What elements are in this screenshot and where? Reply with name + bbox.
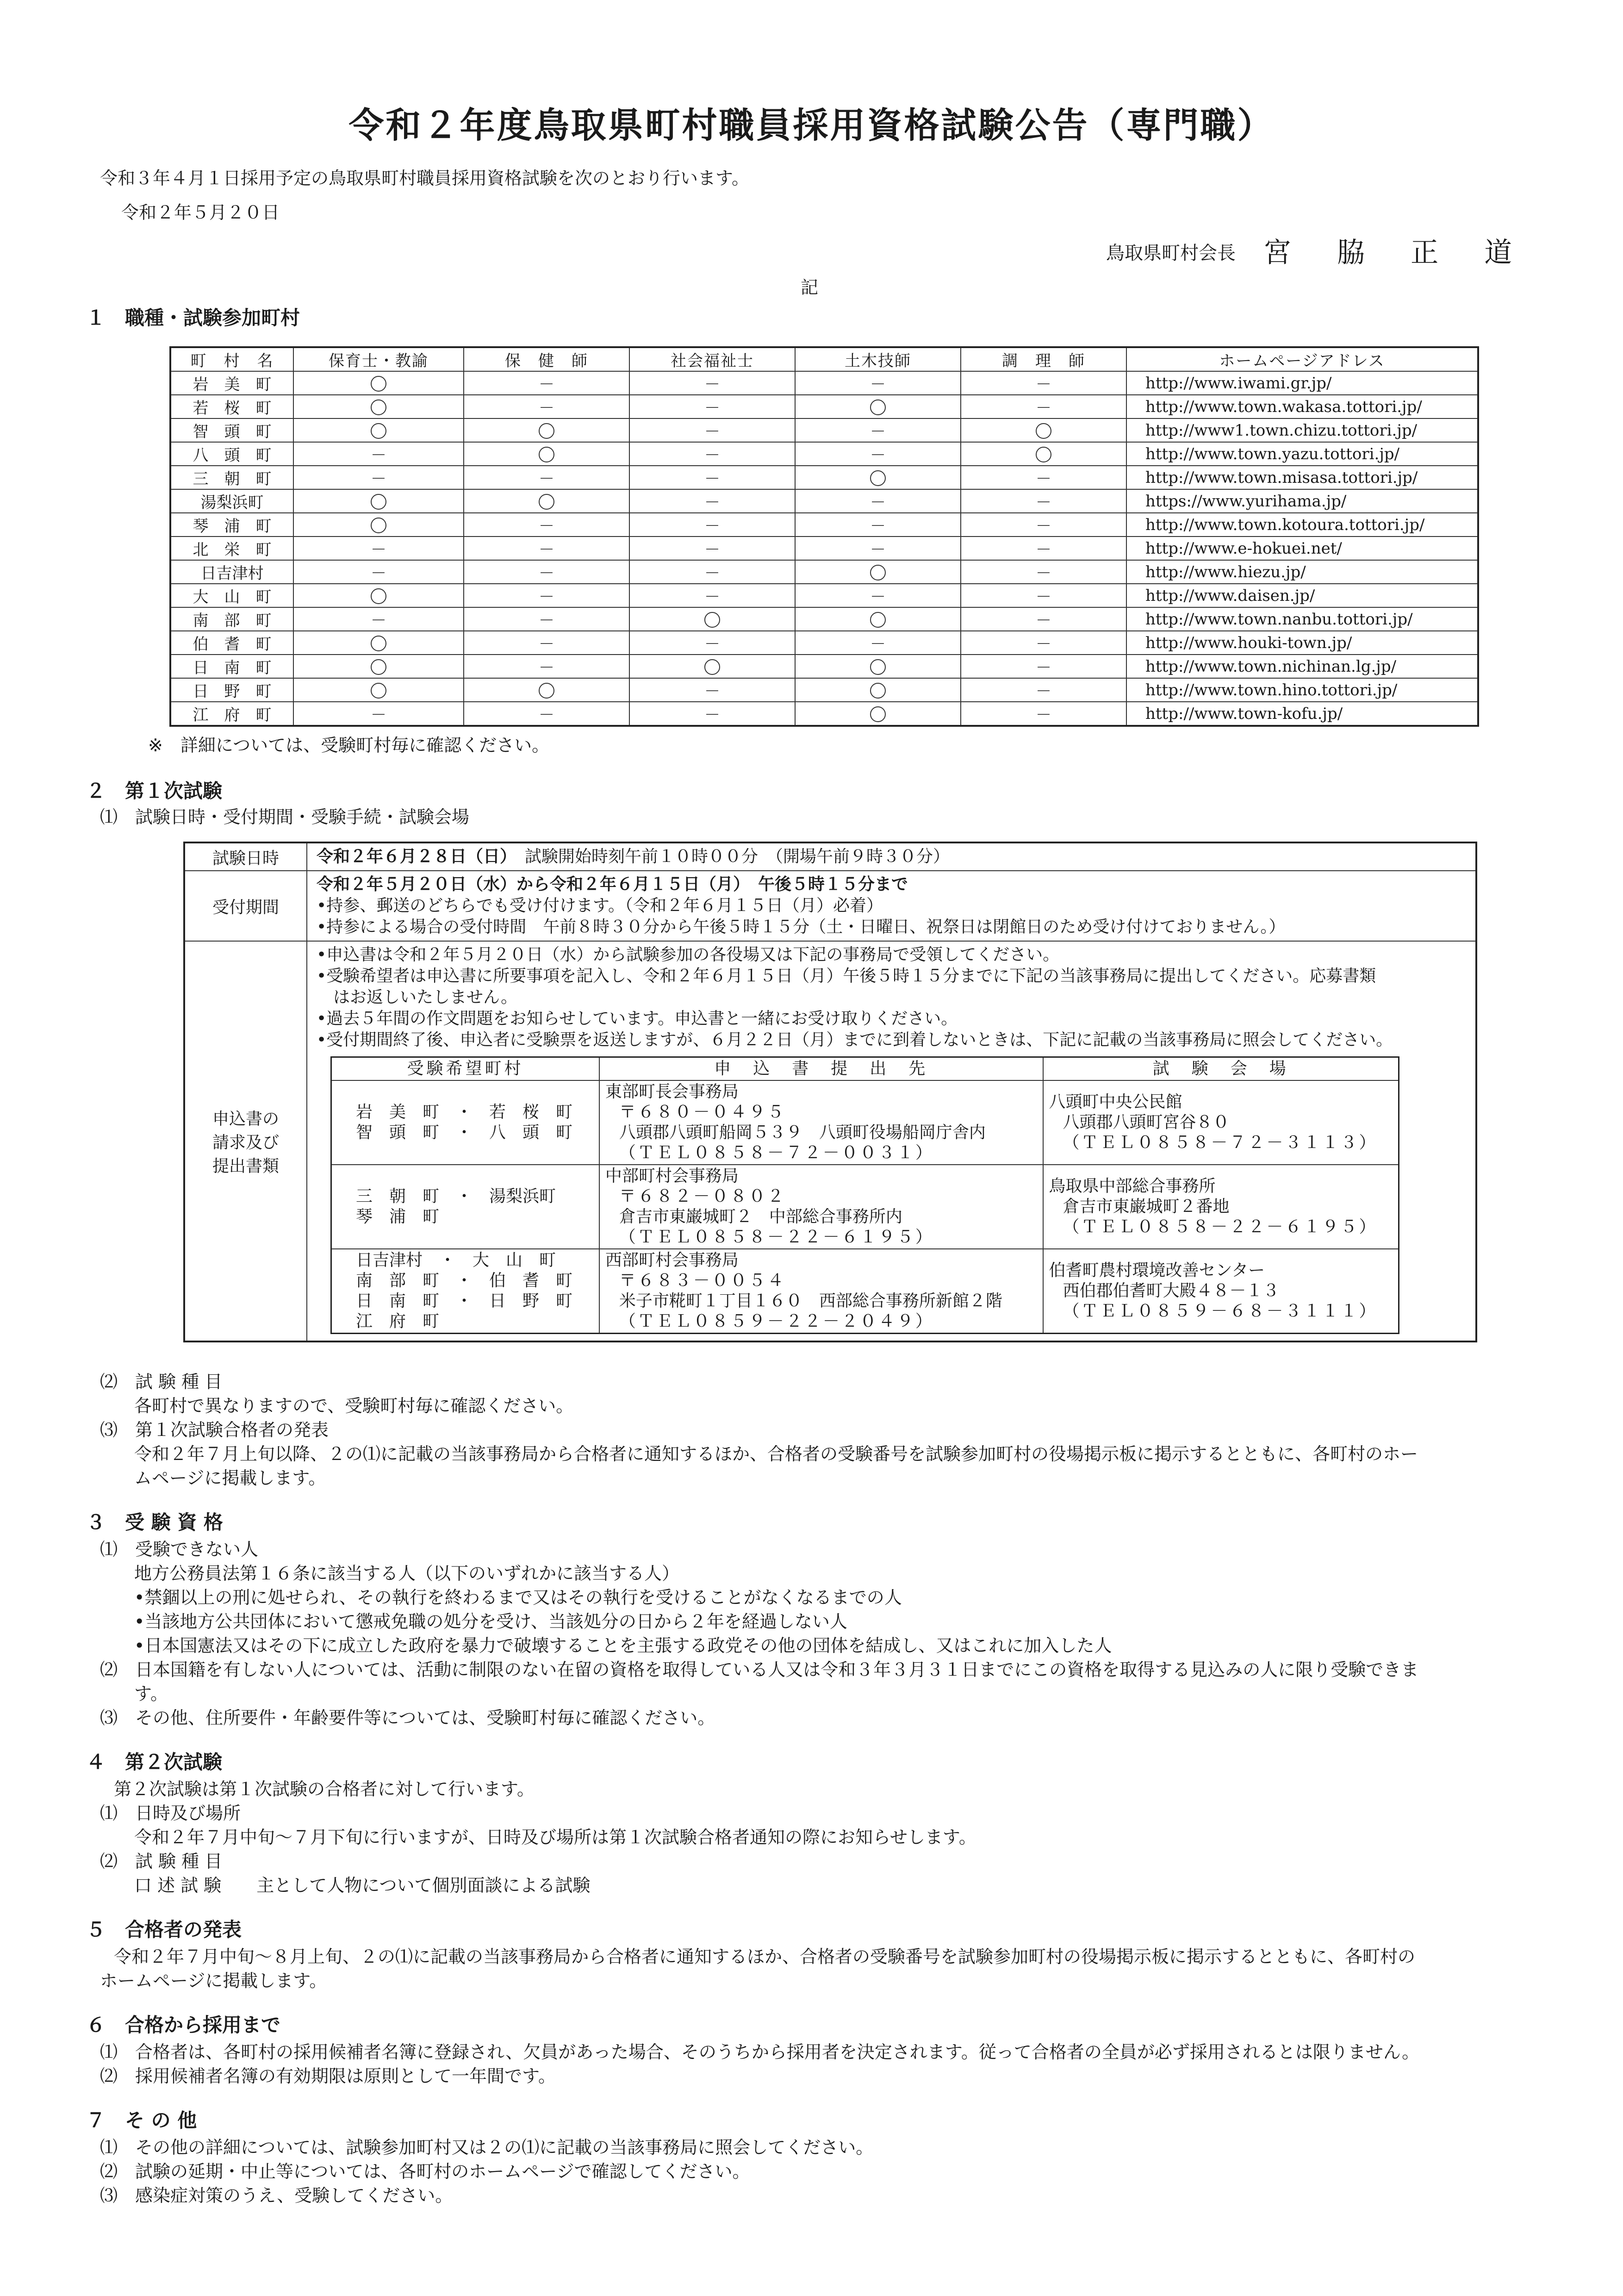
table-row (170, 371, 1478, 395)
town-job-table (169, 346, 1479, 727)
section-3-heading: ３ 受 験 資 格 (86, 1511, 223, 1534)
section-4-sub2: ⑵ 試 験 種 目 (100, 1851, 223, 1872)
not-recruiting-mark: － (629, 489, 795, 513)
circle-icon (539, 423, 554, 439)
section-1-heading: １ 職種・試験参加町村 (86, 306, 300, 329)
table-row (170, 418, 1478, 442)
office-address: 中部町村会事務局 〒６８２－０８０２ 倉吉市東巌城町２ 中部総合事務所内 （ＴＥＬ０８５８－２２－６１９５） (599, 1165, 1043, 1249)
application-note: •過去５年間の作文問題をお知らせしています。申込書と一緒にお受け取りください。 (317, 1009, 958, 1028)
table-row (170, 607, 1478, 631)
not-recruiting-mark: － (629, 371, 795, 395)
town-name: 江 府 町 (170, 702, 293, 726)
table-row (170, 678, 1478, 702)
circle-icon (704, 659, 720, 675)
circle-icon (870, 706, 886, 722)
not-recruiting-mark: － (961, 702, 1126, 726)
not-recruiting-mark: － (629, 395, 795, 418)
homepage-link[interactable]: http://www.daisen.jp/ (1126, 584, 1478, 607)
table-header-cell: 保 健 師 (464, 347, 629, 371)
homepage-link[interactable]: http://www.town.yazu.tottori.jp/ (1126, 442, 1478, 466)
not-recruiting-mark: － (961, 537, 1126, 560)
section-7-item: ⑶ 感染症対策のうえ、受験してください。 (100, 2185, 453, 2206)
recruiting-mark (293, 655, 464, 678)
town-name: 若 桜 町 (170, 395, 293, 418)
circle-icon (539, 683, 554, 699)
section-2-sub2: ⑵ 試 験 種 目 (100, 1372, 223, 1392)
not-recruiting-mark: － (293, 466, 464, 489)
table-row (170, 655, 1478, 678)
section-7-heading: ７ そ の 他 (86, 2109, 197, 2132)
not-recruiting-mark: － (464, 702, 629, 726)
not-recruiting-mark: － (464, 466, 629, 489)
recruiting-mark (795, 466, 961, 489)
not-recruiting-mark: － (961, 607, 1126, 631)
circle-icon (870, 659, 886, 675)
not-recruiting-mark: － (961, 560, 1126, 584)
table-header-cell: 保育士・教諭 (293, 347, 464, 371)
exam-venue: 鳥取県中部総合事務所 倉吉市東巌城町２番地 （ＴＥＬ０８５８－２２－６１９５） (1043, 1165, 1399, 1249)
not-recruiting-mark: － (629, 702, 795, 726)
section-3-sub1: ⑴ 受験できない人 (100, 1539, 259, 1560)
not-recruiting-mark: － (795, 631, 961, 655)
exam-time: 試験開始時刻午前１０時００分 （開場午前９時３０分） (525, 847, 950, 866)
section-2-heading: ２ 第１次試験 (86, 780, 223, 802)
exam-date-label: 試験日時 (184, 842, 307, 871)
table-row (170, 513, 1478, 537)
circle-icon (371, 399, 386, 415)
circle-icon (539, 494, 554, 510)
town-name: 伯 耆 町 (170, 631, 293, 655)
circle-icon (870, 470, 886, 486)
recruiting-mark (961, 418, 1126, 442)
office-row (331, 1165, 1399, 1249)
section-3-bullet: •当該地方公共団体において懲戒免職の処分を受け、当該処分の日から２年を経過しない人 (134, 1611, 847, 1632)
homepage-link[interactable]: http://www.houki-town.jp/ (1126, 631, 1478, 655)
recruiting-mark (629, 607, 795, 631)
homepage-link[interactable]: http://www.town.kotoura.tottori.jp/ (1126, 513, 1478, 537)
section-4-heading: ４ 第２次試験 (86, 1751, 223, 1773)
recruiting-mark (961, 442, 1126, 466)
circle-icon (870, 683, 886, 699)
not-recruiting-mark: － (961, 371, 1126, 395)
table-row (170, 537, 1478, 560)
not-recruiting-mark: － (629, 584, 795, 607)
section-6-item: ⑵ 採用候補者名簿の有効期限は原則として一年間です。 (100, 2066, 556, 2086)
application-note: •受験希望者は申込書に所要事項を記入し、令和２年６月１５日（月）午後５時１５分までに下記の当該事務局に提出してください。応募書類 (317, 967, 1376, 986)
circle-icon (539, 447, 554, 462)
intro-text: 令和３年４月１日採用予定の鳥取県町村職員採用資格試験を次のとおり行います。 (100, 168, 749, 188)
office-table (330, 1056, 1399, 1334)
recruiting-mark (293, 513, 464, 537)
section-4-sub1-text: 令和２年７月中旬～７月下旬に行いますが、日時及び場所は第１次試験合格者通知の際にお知らせします。 (134, 1827, 976, 1847)
table-row (170, 702, 1478, 726)
not-recruiting-mark: － (293, 607, 464, 631)
homepage-link[interactable]: http://www.iwami.gr.jp/ (1126, 371, 1478, 395)
not-recruiting-mark: － (464, 395, 629, 418)
office-towns: 三 朝 町 ・ 湯梨浜町 琴 浦 町 (331, 1165, 599, 1249)
circle-icon (371, 683, 386, 699)
circle-icon (371, 518, 386, 533)
reception-label: 受付期間 (184, 871, 307, 941)
circle-icon (704, 612, 720, 628)
not-recruiting-mark: － (629, 513, 795, 537)
town-name: 北 栄 町 (170, 537, 293, 560)
reception-period: 令和２年５月２０日（水）から令和２年６月１５日（月） 午後５時１５分まで (317, 875, 908, 894)
not-recruiting-mark: － (293, 560, 464, 584)
reception-row (184, 871, 1476, 941)
office-header-row (331, 1057, 1399, 1081)
not-recruiting-mark: － (795, 418, 961, 442)
not-recruiting-mark: － (464, 584, 629, 607)
not-recruiting-mark: － (795, 371, 961, 395)
town-name: 日 野 町 (170, 678, 293, 702)
homepage-link[interactable]: http://www1.town.chizu.tottori.jp/ (1126, 418, 1478, 442)
signature-name: 宮 脇 正 道 (1263, 237, 1531, 269)
recruiting-mark (293, 395, 464, 418)
circle-icon (371, 588, 386, 604)
section-3-sub2: ⑵ 日本国籍を有しない人については、活動に制限のない在留の資格を取得している人又は令和３年３月３１日までにこの資格を取得する見込みの人に限り受験できま (100, 1660, 1419, 1680)
not-recruiting-mark: － (629, 678, 795, 702)
homepage-link[interactable]: http://www.e-hokuei.net/ (1126, 537, 1478, 560)
office-row (331, 1080, 1399, 1165)
circle-icon (371, 659, 386, 675)
office-address: 東部町長会事務局 〒６８０－０４９５ 八頭郡八頭町船岡５３９ 八頭町役場船岡庁舎内 （ＴＥＬ０８５８－７２－００３１） (599, 1080, 1043, 1165)
recruiting-mark (795, 607, 961, 631)
not-recruiting-mark: － (961, 584, 1126, 607)
section-2-sub3-text: 令和２年７月上旬以降、２の⑴に記載の当該事務局から合格者に通知するほか、合格者の受験番号を試験参加町村の役場掲示板に掲示するとともに、各町村のホー (134, 1444, 1418, 1464)
not-recruiting-mark: － (464, 537, 629, 560)
table-header-cell: ホームページアドレス (1126, 347, 1478, 371)
recruiting-mark (293, 418, 464, 442)
town-name: 日吉津村 (170, 560, 293, 584)
office-header-cell: 試 験 会 場 (1043, 1057, 1399, 1081)
application-note: •申込書は令和２年５月２０日（水）から試験参加の各役場又は下記の事務局で受領してください。 (317, 945, 1060, 964)
recruiting-mark (629, 655, 795, 678)
not-recruiting-mark: － (293, 702, 464, 726)
recruiting-mark (795, 702, 961, 726)
reception-note: •持参による場合の受付時間 午前８時３０分から午後５時１５分（土・日曜日、祝祭日は閉館日のため受け付けておりません。） (317, 917, 1286, 936)
not-recruiting-mark: － (961, 631, 1126, 655)
section-3-bullet: •日本国憲法又はその下に成立した政府を暴力で破壊することを主張する政党その他の団体を結成し、又はこれに加入した人 (134, 1635, 1112, 1656)
homepage-link[interactable]: http://www.town-kofu.jp/ (1126, 702, 1478, 726)
section-4-sub1: ⑴ 日時及び場所 (100, 1803, 241, 1823)
exam-procedure-table (183, 842, 1477, 1342)
section-2-sub1: ⑴ 試験日時・受付期間・受験手続・試験会場 (100, 807, 470, 827)
circle-icon (371, 423, 386, 439)
recruiting-mark (293, 489, 464, 513)
table-row (170, 631, 1478, 655)
exam-venue: 八頭町中央公民館 八頭郡八頭町宮谷８０ （ＴＥＬ０８５８－７２－３１１３） (1043, 1080, 1399, 1165)
homepage-link[interactable]: https://www.yurihama.jp/ (1126, 489, 1478, 513)
town-name: 南 部 町 (170, 607, 293, 631)
homepage-link[interactable]: http://www.town.misasa.tottori.jp/ (1126, 466, 1478, 489)
town-name: 岩 美 町 (170, 371, 293, 395)
section-5-text: 令和２年７月中旬～８月上旬、２の⑴に記載の当該事務局から合格者に通知するほか、合格者の受験番号を試験参加町村の役場掲示板に掲示するとともに、各町村の (114, 1947, 1416, 1967)
office-header-cell: 受験希望町村 (331, 1057, 599, 1081)
notice-date: 令和２年５月２０日 (121, 202, 280, 223)
town-name: 八 頭 町 (170, 442, 293, 466)
section-4-lead: 第２次試験は第１次試験の合格者に対して行います。 (114, 1779, 535, 1799)
town-name: 日 南 町 (170, 655, 293, 678)
not-recruiting-mark: － (961, 678, 1126, 702)
table-header-cell: 土木技師 (795, 347, 961, 371)
recruiting-mark (464, 489, 629, 513)
application-row (184, 941, 1476, 1341)
town-name: 智 頭 町 (170, 418, 293, 442)
not-recruiting-mark: － (629, 418, 795, 442)
circle-icon (870, 565, 886, 580)
reception-note: •持参、郵送のどちらでも受け付けます。（令和２年６月１５日（月）必着） (317, 896, 883, 915)
table-row (170, 489, 1478, 513)
circle-icon (1036, 423, 1051, 439)
not-recruiting-mark: － (961, 395, 1126, 418)
table-row (170, 395, 1478, 418)
not-recruiting-mark: － (795, 584, 961, 607)
section-3-sub2-cont: す。 (134, 1684, 168, 1704)
section-5-heading: ５ 合格者の発表 (86, 1918, 242, 1941)
section-7-item: ⑵ 試験の延期・中止等については、各町村のホームページで確認してください。 (100, 2161, 750, 2182)
section-4-sub2-text: 口 述 試 験 主として人物について個別面談による試験 (134, 1875, 591, 1896)
section-3-sub3: ⑶ その他、住所要件・年齢要件等については、受験町村毎に確認ください。 (100, 1708, 715, 1728)
not-recruiting-mark: － (961, 655, 1126, 678)
circle-icon (371, 636, 386, 651)
table-row (170, 584, 1478, 607)
page-title: 令和２年度鳥取県町村職員採用資格試験公告（専門職） (348, 105, 1275, 146)
section-1-note: ※ 詳細については、受験町村毎に確認ください。 (148, 735, 550, 755)
not-recruiting-mark: － (795, 442, 961, 466)
not-recruiting-mark: － (464, 607, 629, 631)
not-recruiting-mark: － (961, 513, 1126, 537)
circle-icon (870, 612, 886, 628)
recruiting-mark (464, 418, 629, 442)
section-3-bullet: •禁錮以上の刑に処せられ、その執行を終わるまで又はその執行を受けることがなくなるまでの人 (134, 1587, 902, 1608)
circle-icon (371, 376, 386, 392)
not-recruiting-mark: － (629, 560, 795, 584)
section-2-sub3: ⑶ 第１次試験合格者の発表 (100, 1420, 329, 1440)
ki-label: 記 (801, 277, 819, 298)
table-row (170, 560, 1478, 584)
town-name: 大 山 町 (170, 584, 293, 607)
circle-icon (371, 494, 386, 510)
recruiting-mark (795, 560, 961, 584)
office-address: 西部町村会事務局 〒６８３－００５４ 米子市糀町１丁目１６０ 西部総合事務所新館２階 （ＴＥＬ０８５９－２２－２０４９） (599, 1249, 1043, 1334)
application-note: はお返しいたしません。 (317, 988, 518, 1007)
section-2-sub2-text: 各町村で異なりますので、受験町村毎に確認ください。 (134, 1396, 574, 1416)
section-6-item: ⑴ 合格者は、各町村の採用候補者名簿に登録され、欠員があった場合、そのうちから採用者を決定されます。従って合格者の全員が必ず採用されるとは限りません。 (100, 2042, 1420, 2062)
recruiting-mark (293, 631, 464, 655)
not-recruiting-mark: － (464, 371, 629, 395)
recruiting-mark (293, 371, 464, 395)
circle-icon (1036, 447, 1051, 462)
office-header-cell: 申 込 書 提 出 先 (599, 1057, 1043, 1081)
homepage-link[interactable]: http://www.town.hino.tottori.jp/ (1126, 678, 1478, 702)
section-7-item: ⑴ その他の詳細については、試験参加町村又は２の⑴に記載の当該事務局に照会してください。 (100, 2137, 874, 2158)
exam-venue: 伯耆町農村環境改善センター 西伯郡伯耆町大殿４８－１３ （ＴＥＬ０８５９－６８－３１１１） (1043, 1249, 1399, 1334)
table-header-cell: 町 村 名 (170, 347, 293, 371)
not-recruiting-mark: － (464, 560, 629, 584)
not-recruiting-mark: － (464, 513, 629, 537)
office-row (331, 1249, 1399, 1334)
recruiting-mark (795, 395, 961, 418)
circle-icon (870, 399, 886, 415)
recruiting-mark (293, 584, 464, 607)
exam-date: 令和２年６月２８日（日） (317, 847, 509, 866)
section-2-sub3-text: ムページに掲載します。 (134, 1468, 326, 1488)
signature (1106, 231, 1530, 270)
not-recruiting-mark: － (629, 631, 795, 655)
application-note: •受付期間終了後、申込者に受験票を返送しますが、６月２２日（月）までに到着しないときは、下記に記載の当該事務局に照会してください。 (317, 1030, 1393, 1049)
town-name: 三 朝 町 (170, 466, 293, 489)
section-5-text: ホームページに掲載します。 (100, 1971, 327, 1991)
not-recruiting-mark: － (795, 537, 961, 560)
table-row (170, 466, 1478, 489)
not-recruiting-mark: － (293, 537, 464, 560)
application-label: 申込書の 請求及び 提出書類 (184, 941, 307, 1341)
recruiting-mark (464, 442, 629, 466)
section-3-sub1-lead: 地方公務員法第１６条に該当する人（以下のいずれかに該当する人） (134, 1563, 680, 1584)
office-towns: 岩 美 町 ・ 若 桜 町 智 頭 町 ・ 八 頭 町 (331, 1080, 599, 1165)
town-name: 湯梨浜町 (170, 489, 293, 513)
not-recruiting-mark: － (629, 537, 795, 560)
signature-role: 鳥取県町村会長 (1106, 243, 1236, 264)
not-recruiting-mark: － (293, 442, 464, 466)
office-towns: 日吉津村 ・ 大 山 町 南 部 町 ・ 伯 耆 町 日 南 町 ・ 日 野 町 江 府 町 (331, 1249, 599, 1334)
not-recruiting-mark: － (795, 513, 961, 537)
exam-date-row (184, 842, 1476, 871)
not-recruiting-mark: － (795, 489, 961, 513)
not-recruiting-mark: － (961, 466, 1126, 489)
table-header-cell: 調 理 師 (961, 347, 1126, 371)
section-6-heading: ６ 合格から採用まで (86, 2014, 281, 2036)
town-name: 琴 浦 町 (170, 513, 293, 537)
recruiting-mark (795, 678, 961, 702)
table-header-row (170, 347, 1478, 371)
recruiting-mark (795, 655, 961, 678)
not-recruiting-mark: － (629, 442, 795, 466)
recruiting-mark (293, 678, 464, 702)
homepage-link[interactable]: http://www.hiezu.jp/ (1126, 560, 1478, 584)
not-recruiting-mark: － (464, 631, 629, 655)
not-recruiting-mark: － (961, 489, 1126, 513)
homepage-link[interactable]: http://www.town.nanbu.tottori.jp/ (1126, 607, 1478, 631)
homepage-link[interactable]: http://www.town.wakasa.tottori.jp/ (1126, 395, 1478, 418)
table-header-cell: 社会福祉士 (629, 347, 795, 371)
not-recruiting-mark: － (629, 466, 795, 489)
recruiting-mark (464, 678, 629, 702)
homepage-link[interactable]: http://www.town.nichinan.lg.jp/ (1126, 655, 1478, 678)
not-recruiting-mark: － (464, 655, 629, 678)
table-row (170, 442, 1478, 466)
